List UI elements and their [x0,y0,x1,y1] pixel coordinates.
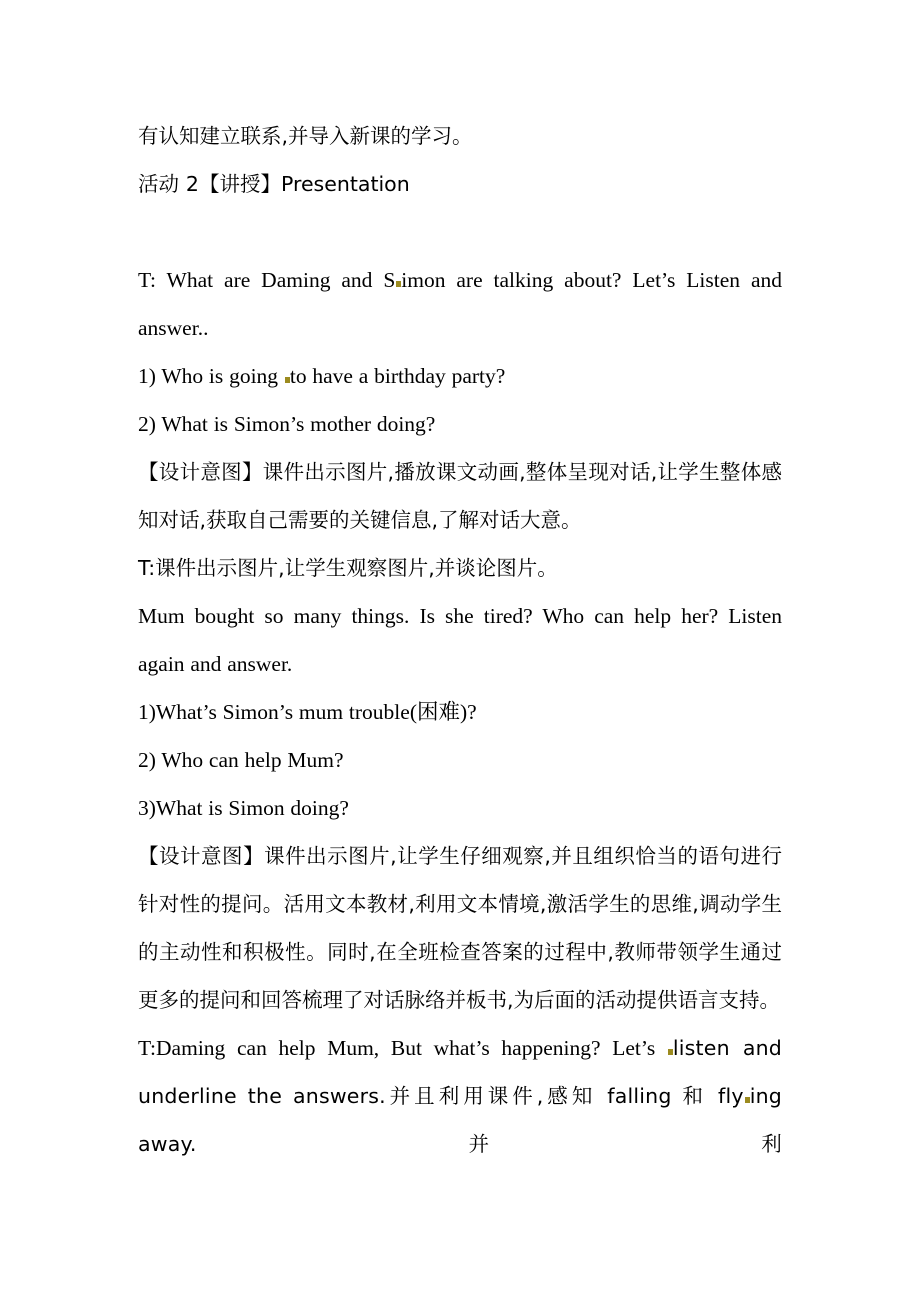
blank-line [138,208,782,256]
paragraph-design-intent-1: 【设计意图】课件出示图片,播放课文动画,整体呈现对话,让学生整体感知对话,获取自己需要的关键信息,了解对话大意。 [138,460,782,532]
text-segment-1: T:Daming can help Mum, But what’s happening? Let’s [138,1036,667,1060]
text-segment-3: ing away.并利 [138,1084,782,1156]
paragraph-mum-bought: Mum bought so many things. Is she tired? Who can help her? Listen again and answer. [138,604,782,676]
paragraph-question-1 [138,352,782,400]
paragraph-question-3: 1)What’s Simon’s mum trouble(困难)? [138,700,477,724]
paragraph-teacher-question-intro [138,256,782,352]
highlight-marker-icon [668,1049,673,1055]
highlight-marker-icon [396,281,401,287]
text-segment-after-marker: imon are talking about? Let’s Listen and answer.. [138,268,782,340]
highlight-marker-icon [285,377,290,383]
paragraph-design-intent-2: 【设计意图】课件出示图片,让学生仔细观察,并且组织恰当的语句进行针对性的提问。活用文本教材,利用文本情境,激活学生的思维,调动学生的主动性和积极性。同时,在全班检查答案的过程中,教师带领学生通过更多的提问和回答梳理了对话脉络并板书,为后面的活动提供语言支持。 [138,844,782,1012]
document-text-body [138,112,782,1216]
paragraph-question-5: 3)What is Simon doing? [138,796,349,820]
paragraph-daming-can-help [138,1024,782,1216]
paragraph-activity-heading: 活动 2【讲授】Presentation [138,172,410,196]
paragraph-question-2: 2) What is Simon’s mother doing? [138,412,436,436]
paragraph-question-4: 2) Who can help Mum? [138,748,344,772]
text-segment-before-marker: 1) Who is going [138,364,284,388]
highlight-marker-icon [745,1097,750,1103]
text-segment-2: listen and underline the answers.并且利用课件,感知 falling 和 fly [138,1036,782,1108]
paragraph-intro: 有认知建立联系,并导入新课的学习。 [138,124,473,148]
paragraph-teacher-courseware: T:课件出示图片,让学生观察图片,并谈论图片。 [138,556,558,580]
text-segment-before-marker: T: What are Daming and S [138,268,396,292]
text-segment-after-marker: to have a birthday party? [289,364,506,388]
